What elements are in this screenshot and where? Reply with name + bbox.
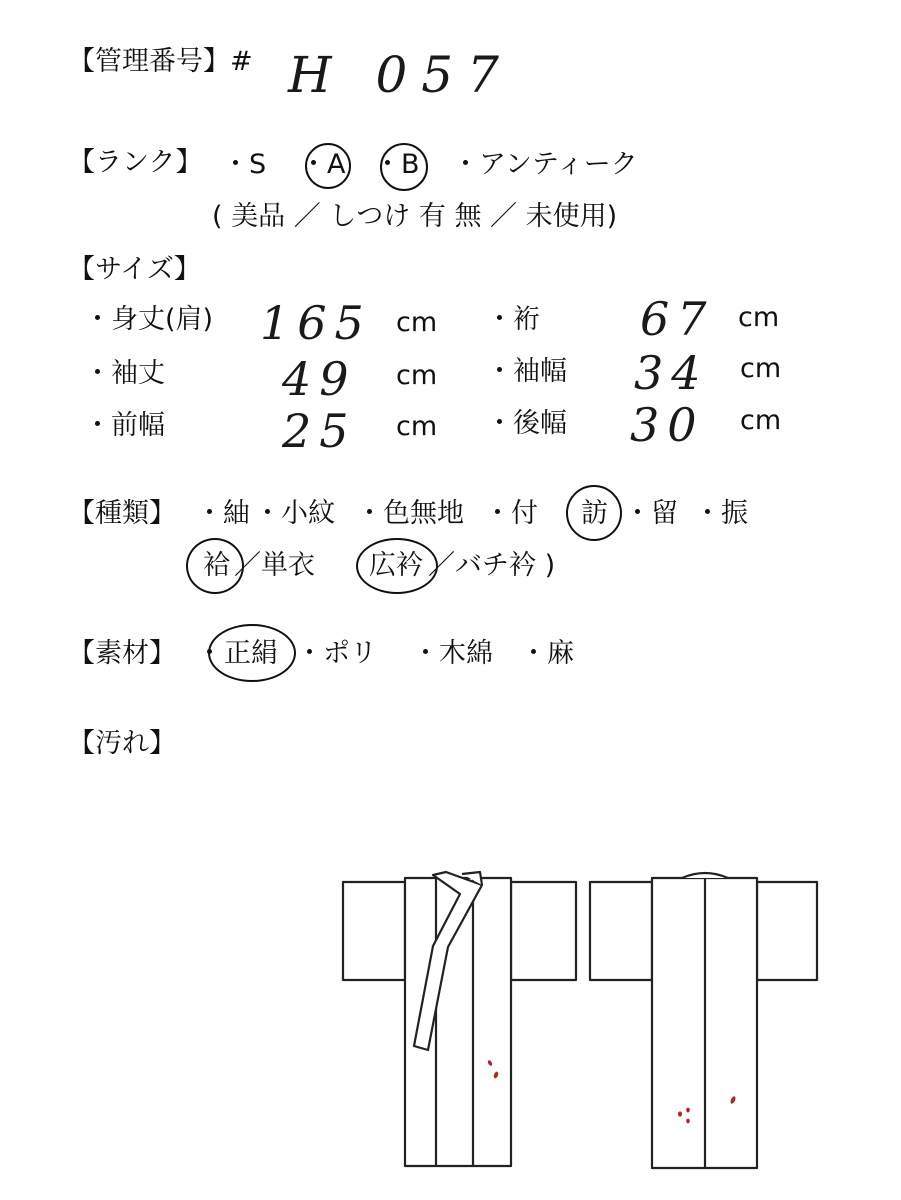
rank-item-antique: ・アンティーク [452, 149, 638, 180]
size-row1-right-label: ・裄 [486, 304, 540, 335]
material-momen: ・木綿 [412, 638, 493, 669]
kind-item-komon: ・小紋 [254, 498, 335, 529]
size-label: 【サイズ】 [68, 254, 201, 285]
size-row3-left-value: 25 [282, 404, 357, 458]
size-row1-left-unit: cm [396, 307, 438, 338]
rank-item-s: ・S [222, 149, 267, 180]
management-code: H 057 [288, 46, 513, 104]
rank-item-a: ・A [300, 149, 346, 180]
size-row2-right-label: ・袖幅 [486, 356, 567, 387]
size-row1-left-label: ・身丈(肩) [84, 304, 214, 335]
material-dot: ・ [196, 638, 223, 669]
material-asa: ・麻 [520, 638, 574, 669]
rank-label: 【ランク】 [68, 147, 203, 178]
kimono-front-view [343, 872, 576, 1166]
kind-awase: 袷 [203, 550, 230, 581]
kind-label: 【種類】 [68, 498, 176, 529]
kimono-back-view [590, 873, 817, 1168]
kind-bachieri: ／バチ衿 ) [428, 550, 556, 581]
kind-item-iromuji: ・色無地 [356, 498, 464, 529]
material-poly: ・ポリ [296, 638, 377, 669]
size-row1-left-value: 165 [260, 296, 372, 350]
management-label: 【管理番号】# [68, 46, 253, 77]
rank-sub: ( 美品 ／ しつけ 有 無 ／ 未使用) [212, 201, 618, 232]
kind-item-tome: ・留 [624, 498, 678, 529]
material-shoken: 正絹 [224, 638, 278, 669]
size-row3-right-unit: cm [740, 405, 782, 436]
size-row2-left-value: 49 [282, 352, 357, 406]
size-row2-left-unit: cm [396, 360, 438, 391]
size-row3-right-value: 30 [630, 398, 705, 452]
size-row1-right-value: 67 [640, 292, 715, 346]
size-row2-right-unit: cm [740, 353, 782, 384]
size-row3-left-label: ・前幅 [84, 410, 165, 441]
kind-hitoe: ／単衣 [234, 550, 315, 581]
kind-hiroeri: 広衿 [369, 550, 423, 581]
size-row3-left-unit: cm [396, 411, 438, 442]
kind-item-furi: ・振 [694, 498, 748, 529]
material-label: 【素材】 [68, 638, 176, 669]
kind-item-houmon: 訪 [581, 498, 608, 529]
stain-label: 【汚れ】 [68, 728, 176, 759]
size-row2-left-label: ・袖丈 [84, 358, 165, 389]
kind-item-tsumugi: ・紬 [196, 498, 250, 529]
size-row2-right-value: 34 [634, 346, 709, 400]
size-row3-right-label: ・後幅 [486, 408, 567, 439]
size-row1-right-unit: cm [738, 302, 780, 333]
rank-item-b: ・B [374, 149, 420, 180]
kind-item-tsuke: ・付 [484, 498, 538, 529]
